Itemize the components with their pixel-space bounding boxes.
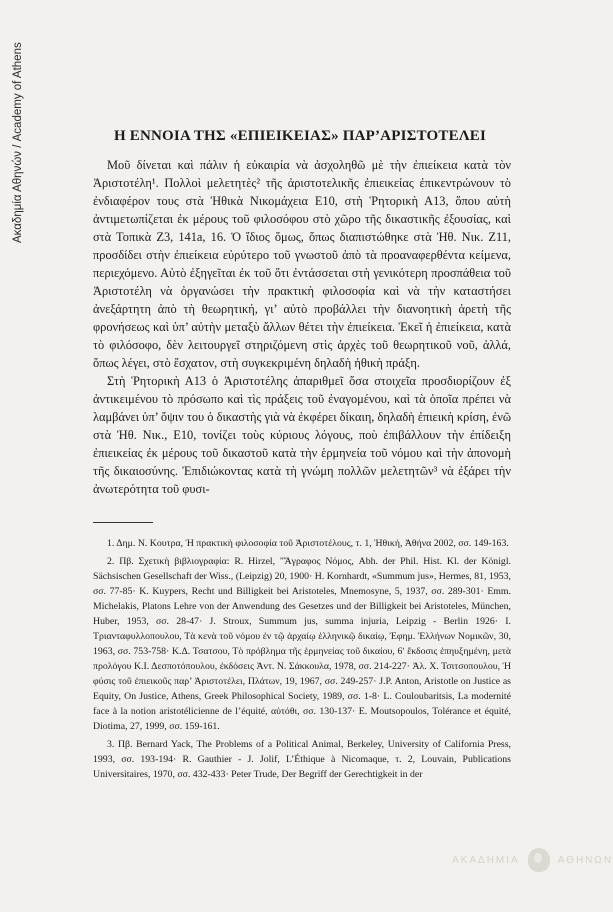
repository-side-label: Ακαδημία Αθηνών / Academy of Athens [12, 42, 24, 243]
footnote: 3. Πβ. Bernard Yack, The Problems of a Political Animal, Berkeley, University of California Press, 1993, σσ. 193-194· R. Gauthier - J. Jolif, L’Éthique à Nicomaque, τ. 2, Louvain, Publications Universitaires, 1970, σσ. 432-433· Peter Trude, Der Begriff der Gerechtigkeit in der [93, 739, 511, 780]
body-paragraph: Μοῦ δίνεται καὶ πάλιν ἡ εὐκαιρία νὰ ἀσχοληθῶ μὲ τὴν ἐπιείκεια κατὰ τὸν Ἀριστοτέλη¹. Πολλοὶ μελετητὲς² τῆς ἀριστοτελικῆς ἐπιεικείας ἐπικεντρώνουν τὸ ἐνδιαφέρον τους στὰ Ἠθικὰ Νικομάχεια Ε10, στὴ Ῥητορικὴ Α13, ὅπου αὐτὴ ἀντιμετωπίζεται ἐκ μέρους τοῦ φιλοσόφου στὸ χῶρο τῆς δικαστικῆς ἐξουσίας, καὶ στὰ Τοπικὰ Ζ3, 141a, 16. Ὁ ἴδιος ὅμως, ὅπως διαπιστώθηκε στὰ Ἠθ. Νικ. Ζ11, προσδίδει στὴν ἐπιείκεια εὐρύτερο τοῦ γνωστοῦ ἀπὸ τὰ προαναφερθέντα κείμενα, περιεχόμενο. Αὐτὸ ἐξηγεῖται ἐκ τοῦ ὅτι ἐντάσσεται στὴ γενικότερη προσπάθεια τοῦ Ἀριστοτέλη νὰ ὀργανώσει τὴν πρακτικὴ φιλοσοφία καὶ νὰ τὴν καταστήσει ἀνεξάρτητη ἀπὸ τὴ θεωρητική, γι’ αὐτὸ προβάλλει τὴν διανοητικὴ ἀρετὴ τῆς φρονήσεως καὶ ὑπ’ αὐτὴν μεταξὺ ἄλλων θέτει τὴν ἐπιείκεια. Ἐκεῖ ἡ ἐπιείκεια, κατὰ τὸ φιλόσοφο, δὲν λειτουργεῖ στηριζόμενη στὶς ἀρχὲς τοῦ θεωρητικοῦ νοῦ, ἀλλά, ὅπως λέγει, στὸ ἔσχατον, στὴ συγκεκριμένη δηλαδὴ ἠθικὴ πράξη. [93, 158, 511, 370]
article-title: Η ΕΝΝΟΙΑ ΤΗΣ «ΕΠΙΕΙΚΕΙΑΣ» ΠΑΡ’ΑΡΙΣΤΟΤΕΛΕΙ [113, 128, 487, 144]
article-body [93, 156, 511, 498]
footnote: 1. Δημ. Ν. Κουτρα, Ἡ πρακτικὴ φιλοσοφία τοῦ Ἀριστοτέλους, τ. 1, Ἠθική, Ἀθήνα 2002, σσ. 149-163. [107, 538, 509, 549]
academy-watermark [452, 848, 613, 872]
watermark-right-text: ΑΘΗΝΩΝ [557, 854, 613, 866]
footnotes [93, 536, 511, 785]
athena-head-icon [528, 848, 550, 872]
footnote: 2. Πβ. Σχετικὴ βιβλιογραφία: R. Hirzel, "Ἄγραφος Νόμος, Abh. der Phil. Hist. Kl. der Königl. Sächsischen Gesellschaft der Wiss., (Leipzig) 20, 1900· H. Kornhardt, «Summum jus», Hermes, 81, 1953, σσ. 77-85· K. Kuypers, Recht und Billigkeit bei Aristoteles, Mnemosyne, 5, 1937, σσ. 289-301· Emm. Michelakis, Platons Lehre von der Anwendung des Gesetzes und der Billigkeit bei Aristoteles, München, Huber, 1953, σσ. 28-47· J. Stroux, Summum jus, summa injuria, Leipzig - Berlin 1926· Ι. Τριανταφυλλοπουλου, Τὰ κενὰ τοῦ νόμου ἐν τῷ ἀρχαίῳ ἑλληνικῷ δικαίῳ, Ἐφημ. Ἑλλήνων Νομικῶν, 30, 1963, σσ. 753-758· Κ.Δ. Τσατσου, Τὸ πρόβλημα τῆς ἑρμηνείας τοῦ δικαίου, 6ʹ ἔκδοσις ἐπηυξημένη, μετὰ προλόγου Κ.Ι. Δεσποτόπουλου, ἐκδόσεις Ἀντ. Ν. Σάκκουλα, 1978, σσ. 214-227· Ἀλ. Χ. Τσιτσοπουλου, Ἡ φύσις τοῦ ἐπιεικοῦς παρ’ Ἀριστοτέλει, Πλάτων, 19, 1967, σσ. 249-257· J.P. Anton, Aristotle on Justice as Equity, On Justice, Athens, Greek Philosophical Society, 1989, σσ. 1-8· L. Couloubaritsis, La modernité face à la notion aristotélicienne de l’équité, αὐτόθι, σσ. 130-137· E. Moutsopoulos, Tolérance et équité, Diotima, 27, 1999, σσ. 159-161. [93, 556, 511, 732]
footnote-separator [93, 522, 153, 523]
body-paragraph: Στὴ Ῥητορικὴ Α13 ὁ Ἀριστοτέλης ἀπαριθμεῖ ὅσα στοιχεῖα προσδιορίζουν ἐξ ἀντικειμένου τὸ πρόσωπο καὶ τὶς πράξεις τοῦ ἐναγομένου, καὶ τὰ ὁποῖα πρέπει νὰ λαμβάνει ὑπ’ ὄψιν του ὁ δικαστὴς γιὰ νὰ ἐκφέρει δίκαιη, δηλαδὴ ἐπιεικὴ κρίση, ἐνῶ στὰ Ἠθ. Νικ., Ε10, τονίζει τοὺς κύριους λόγους, ποὺ ἐπιβάλλουν τὴν ἐπίδειξη ἐπιεικείας ἐκ μέρους τοῦ δικαστοῦ κατὰ τὴν ἑρμηνεία τοῦ νόμου καὶ τὴν ἀπονομὴ τῆς δικαιοσύνης. Ἐπιδιώκοντας κατὰ τὴ γνώμη πολλῶν μελετητῶν³ νὰ ἐξάρει τὴν ἀνωτερότητα τοῦ φυσι- [93, 374, 511, 496]
watermark-left-text: ΑΚΑΔΗΜΙΑ [452, 854, 520, 866]
